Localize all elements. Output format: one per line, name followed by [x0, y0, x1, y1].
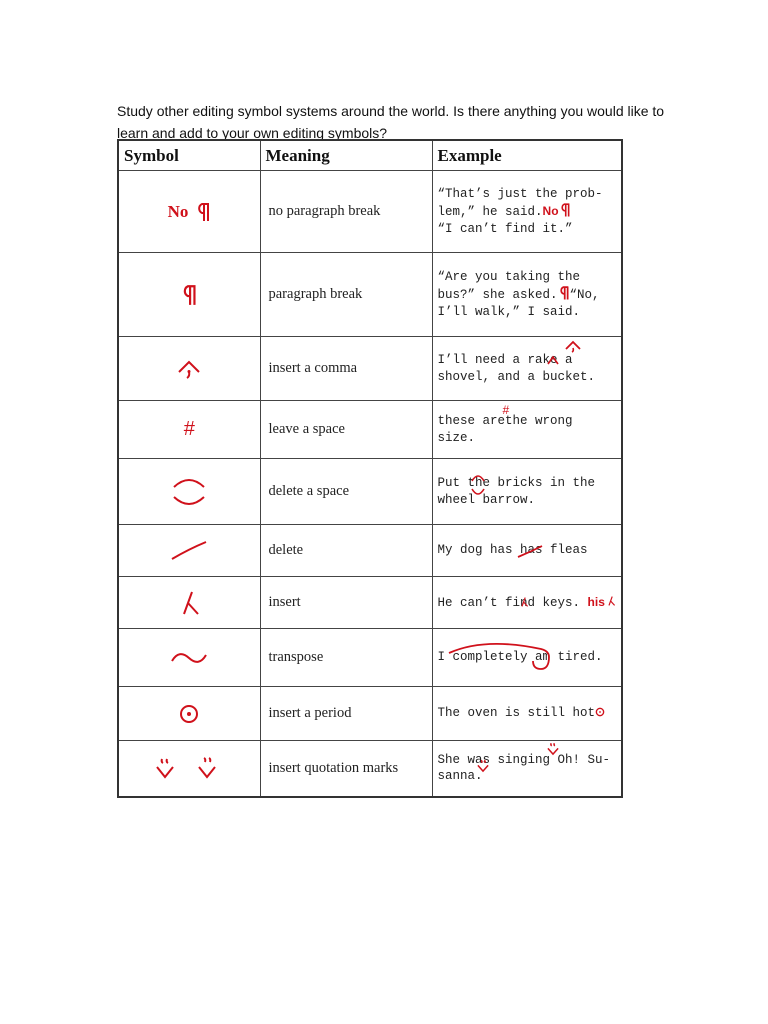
example-cell [432, 171, 622, 253]
header-example: Example [432, 140, 622, 171]
example-line: “I can’t find it.” [437, 221, 573, 236]
example-line: I completely am tired. [437, 650, 603, 665]
symbol-label: No [167, 201, 189, 221]
example-mark-label: No [542, 204, 559, 219]
symbol-cell [118, 741, 260, 797]
table-row [118, 525, 622, 577]
example-line [438, 285, 618, 304]
example-line: wheel barrow. [437, 492, 536, 507]
pilcrow-icon [195, 201, 211, 223]
example-line [438, 705, 618, 722]
editing-symbols-table [117, 139, 623, 798]
meaning-cell: insert [260, 577, 432, 629]
transpose-icon [169, 647, 209, 669]
table-row [118, 337, 622, 401]
meaning-cell: paragraph break [260, 253, 432, 337]
symbol-cell [118, 629, 260, 687]
header-meaning: Meaning [260, 140, 432, 171]
example-cell [432, 253, 622, 337]
period-circle-icon [595, 707, 605, 717]
example-line [438, 594, 618, 612]
example-cell [432, 629, 622, 687]
meaning-cell: insert a comma [260, 337, 432, 401]
example-text: bus?” she asked. [437, 288, 558, 303]
symbol-cell [118, 459, 260, 525]
symbol-cell [118, 577, 260, 629]
caret-comma-icon [175, 358, 203, 380]
example-line: “That’s just the prob- [437, 186, 603, 201]
meaning-cell: delete [260, 525, 432, 577]
instruction-text: Study other editing symbol systems around the world. Is there anything you would like to learn and add to your own editing symbols? [117, 103, 665, 141]
example-line: size. [437, 430, 476, 445]
hash-icon: # [183, 418, 195, 440]
pilcrow-icon [558, 285, 570, 301]
meaning-cell: insert a period [260, 687, 432, 741]
symbol-cell [118, 525, 260, 577]
example-line: She was singing Oh! Su- [437, 752, 611, 767]
insert-caret-icon [605, 594, 617, 608]
example-line [438, 202, 618, 221]
inserted-word: his [587, 594, 605, 609]
example-cell [432, 401, 622, 459]
meaning-cell: leave a space [260, 401, 432, 459]
example-text: The oven is still hot [437, 706, 596, 721]
table-row [118, 253, 622, 337]
table-row [118, 577, 622, 629]
example-line: sanna. [437, 769, 483, 784]
example-cell [432, 459, 622, 525]
header-symbol: Symbol [118, 140, 260, 171]
delete-slash-icon [169, 539, 209, 563]
table-row [118, 741, 622, 797]
example-line: “Are you taking the [437, 269, 581, 284]
table-row [118, 459, 622, 525]
example-text: “No, [569, 288, 600, 303]
pilcrow-icon [559, 202, 571, 218]
meaning-cell: transpose [260, 629, 432, 687]
example-cell [432, 741, 622, 797]
example-line: shovel, and a bucket. [437, 369, 596, 384]
table-row [118, 687, 622, 741]
meaning-cell: no paragraph break [260, 171, 432, 253]
example-line: Put the bricks in the [437, 476, 596, 490]
pilcrow-icon [180, 283, 198, 307]
example-text: He can’t find keys. [437, 595, 581, 610]
table-header-row [118, 140, 622, 171]
example-line: My dog has has fleas [437, 543, 588, 558]
symbol-cell [118, 171, 260, 253]
symbol-cell [118, 401, 260, 459]
insert-caret-icon [174, 589, 204, 617]
symbol-cell [118, 253, 260, 337]
hash-icon: # [502, 403, 510, 417]
caret-comma-icon [563, 339, 583, 353]
example-cell [432, 525, 622, 577]
meaning-cell: delete a space [260, 459, 432, 525]
example-line: I’ll walk,” I said. [437, 304, 581, 319]
meaning-cell: insert quotation marks [260, 741, 432, 797]
table-row [118, 629, 622, 687]
table-row [118, 401, 622, 459]
example-cell [432, 337, 622, 401]
table-row [118, 171, 622, 253]
quotation-caret-icon [151, 755, 227, 781]
example-text: lem,” he said. [437, 205, 543, 220]
example-line: these arethe wrong [437, 414, 573, 428]
close-up-icon [169, 474, 209, 510]
symbol-cell [118, 687, 260, 741]
symbol-cell [118, 337, 260, 401]
example-line: I’ll need a rake a [437, 353, 573, 367]
period-circle-icon [178, 703, 200, 725]
example-cell [432, 577, 622, 629]
example-cell [432, 687, 622, 741]
